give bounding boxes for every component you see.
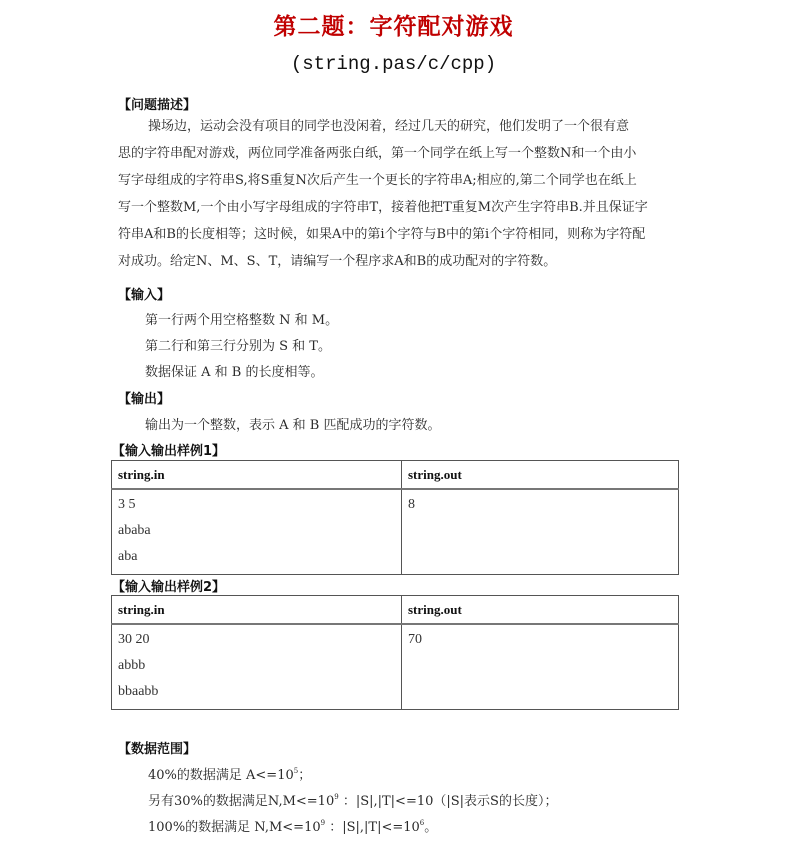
sample2-input-line: 30 20 (118, 632, 150, 647)
description-line: 写一个整数M,一个由小写字母组成的字符串T，接着他把T重复M次产生字符串B.并且保证字 (118, 200, 648, 215)
range-line-1 (148, 764, 311, 783)
range-text: 40%的数据满足 A<=10 (148, 768, 294, 783)
description-line: 写字母组成的字符串S,将S重复N次后产生一个更长的字符串A;相应的,第二个同学也在纸上 (118, 173, 637, 188)
sample1-col-in: string.in (112, 461, 402, 490)
problem-filenames: (string.pas/c/cpp) (290, 53, 497, 75)
sample2-col-in: string.in (112, 596, 402, 625)
sample1-heading: 【输入输出样例1】 (112, 444, 226, 459)
range-text: ； (298, 768, 312, 783)
sample2-table (111, 595, 679, 710)
exponent: 9 (334, 793, 339, 801)
table-header-row (112, 461, 679, 490)
sample1-input-line: ababa (118, 523, 151, 538)
description-line: 符串A和B的长度相等；这时候，如果A中的第i个字符与B中的第i个字符相同，则称为字符配 (118, 227, 646, 242)
range-text: 。 (424, 820, 438, 835)
input-line: 数据保证 A 和 B 的长度相等。 (145, 365, 324, 380)
sample1-table (111, 460, 679, 575)
description-line: 思的字符串配对游戏，两位同学准备两张白纸，第一个同学在纸上写一个整数N和一个由小 (118, 146, 637, 161)
range-text: ：|S|,|T|<=10（|S|表示S的长度）； (338, 794, 558, 809)
sample1-col-out: string.out (402, 461, 679, 490)
sample2-heading: 【输入输出样例2】 (112, 580, 226, 595)
description-line: 操场边，运动会没有项目的同学也没闲着，经过几天的研究，他们发明了一个很有意 (148, 119, 630, 134)
description-heading: 【问题描述】 (118, 98, 197, 113)
sample1-output-cell (402, 489, 679, 575)
range-text: 100%的数据满足 N,M<=10 (148, 820, 321, 835)
table-row (112, 489, 679, 575)
problem-title: 第二题：字符配对游戏 (273, 14, 514, 40)
range-heading: 【数据范围】 (118, 742, 197, 757)
sample1-input-line: aba (118, 549, 138, 564)
exponent: 5 (293, 767, 299, 775)
sample2-output-line: 70 (408, 632, 422, 647)
exponent: 9 (320, 819, 326, 827)
input-line: 第一行两个用空格整数 N 和 M。 (145, 313, 339, 328)
range-text: ：|S|,|T|<=10 (325, 820, 420, 835)
sample2-input-cell (112, 624, 402, 710)
range-line-2 (148, 790, 557, 809)
output-line: 输出为一个整数，表示 A 和 B 匹配成功的字符数。 (145, 418, 441, 433)
sample1-output-line: 8 (408, 497, 415, 512)
table-row (112, 624, 679, 710)
exponent: 6 (419, 819, 425, 827)
sample1-input-cell (112, 489, 402, 575)
sample2-input-line: bbaabb (118, 684, 159, 699)
input-line: 第二行和第三行分别为 S 和 T。 (145, 339, 331, 354)
description-line: 对成功。给定N、M、S、T，请编写一个程序求A和B的成功配对的字符数。 (118, 254, 557, 269)
sample2-output-cell (402, 624, 679, 710)
table-header-row (112, 596, 679, 625)
range-text: 另有30%的数据满足N,M<=10 (148, 794, 335, 809)
sample2-input-line: abbb (118, 658, 146, 673)
range-line-3 (148, 816, 437, 835)
output-heading: 【输出】 (118, 392, 171, 407)
input-heading: 【输入】 (118, 288, 171, 303)
sample1-input-line: 3 5 (118, 497, 136, 512)
sample2-col-out: string.out (402, 596, 679, 625)
